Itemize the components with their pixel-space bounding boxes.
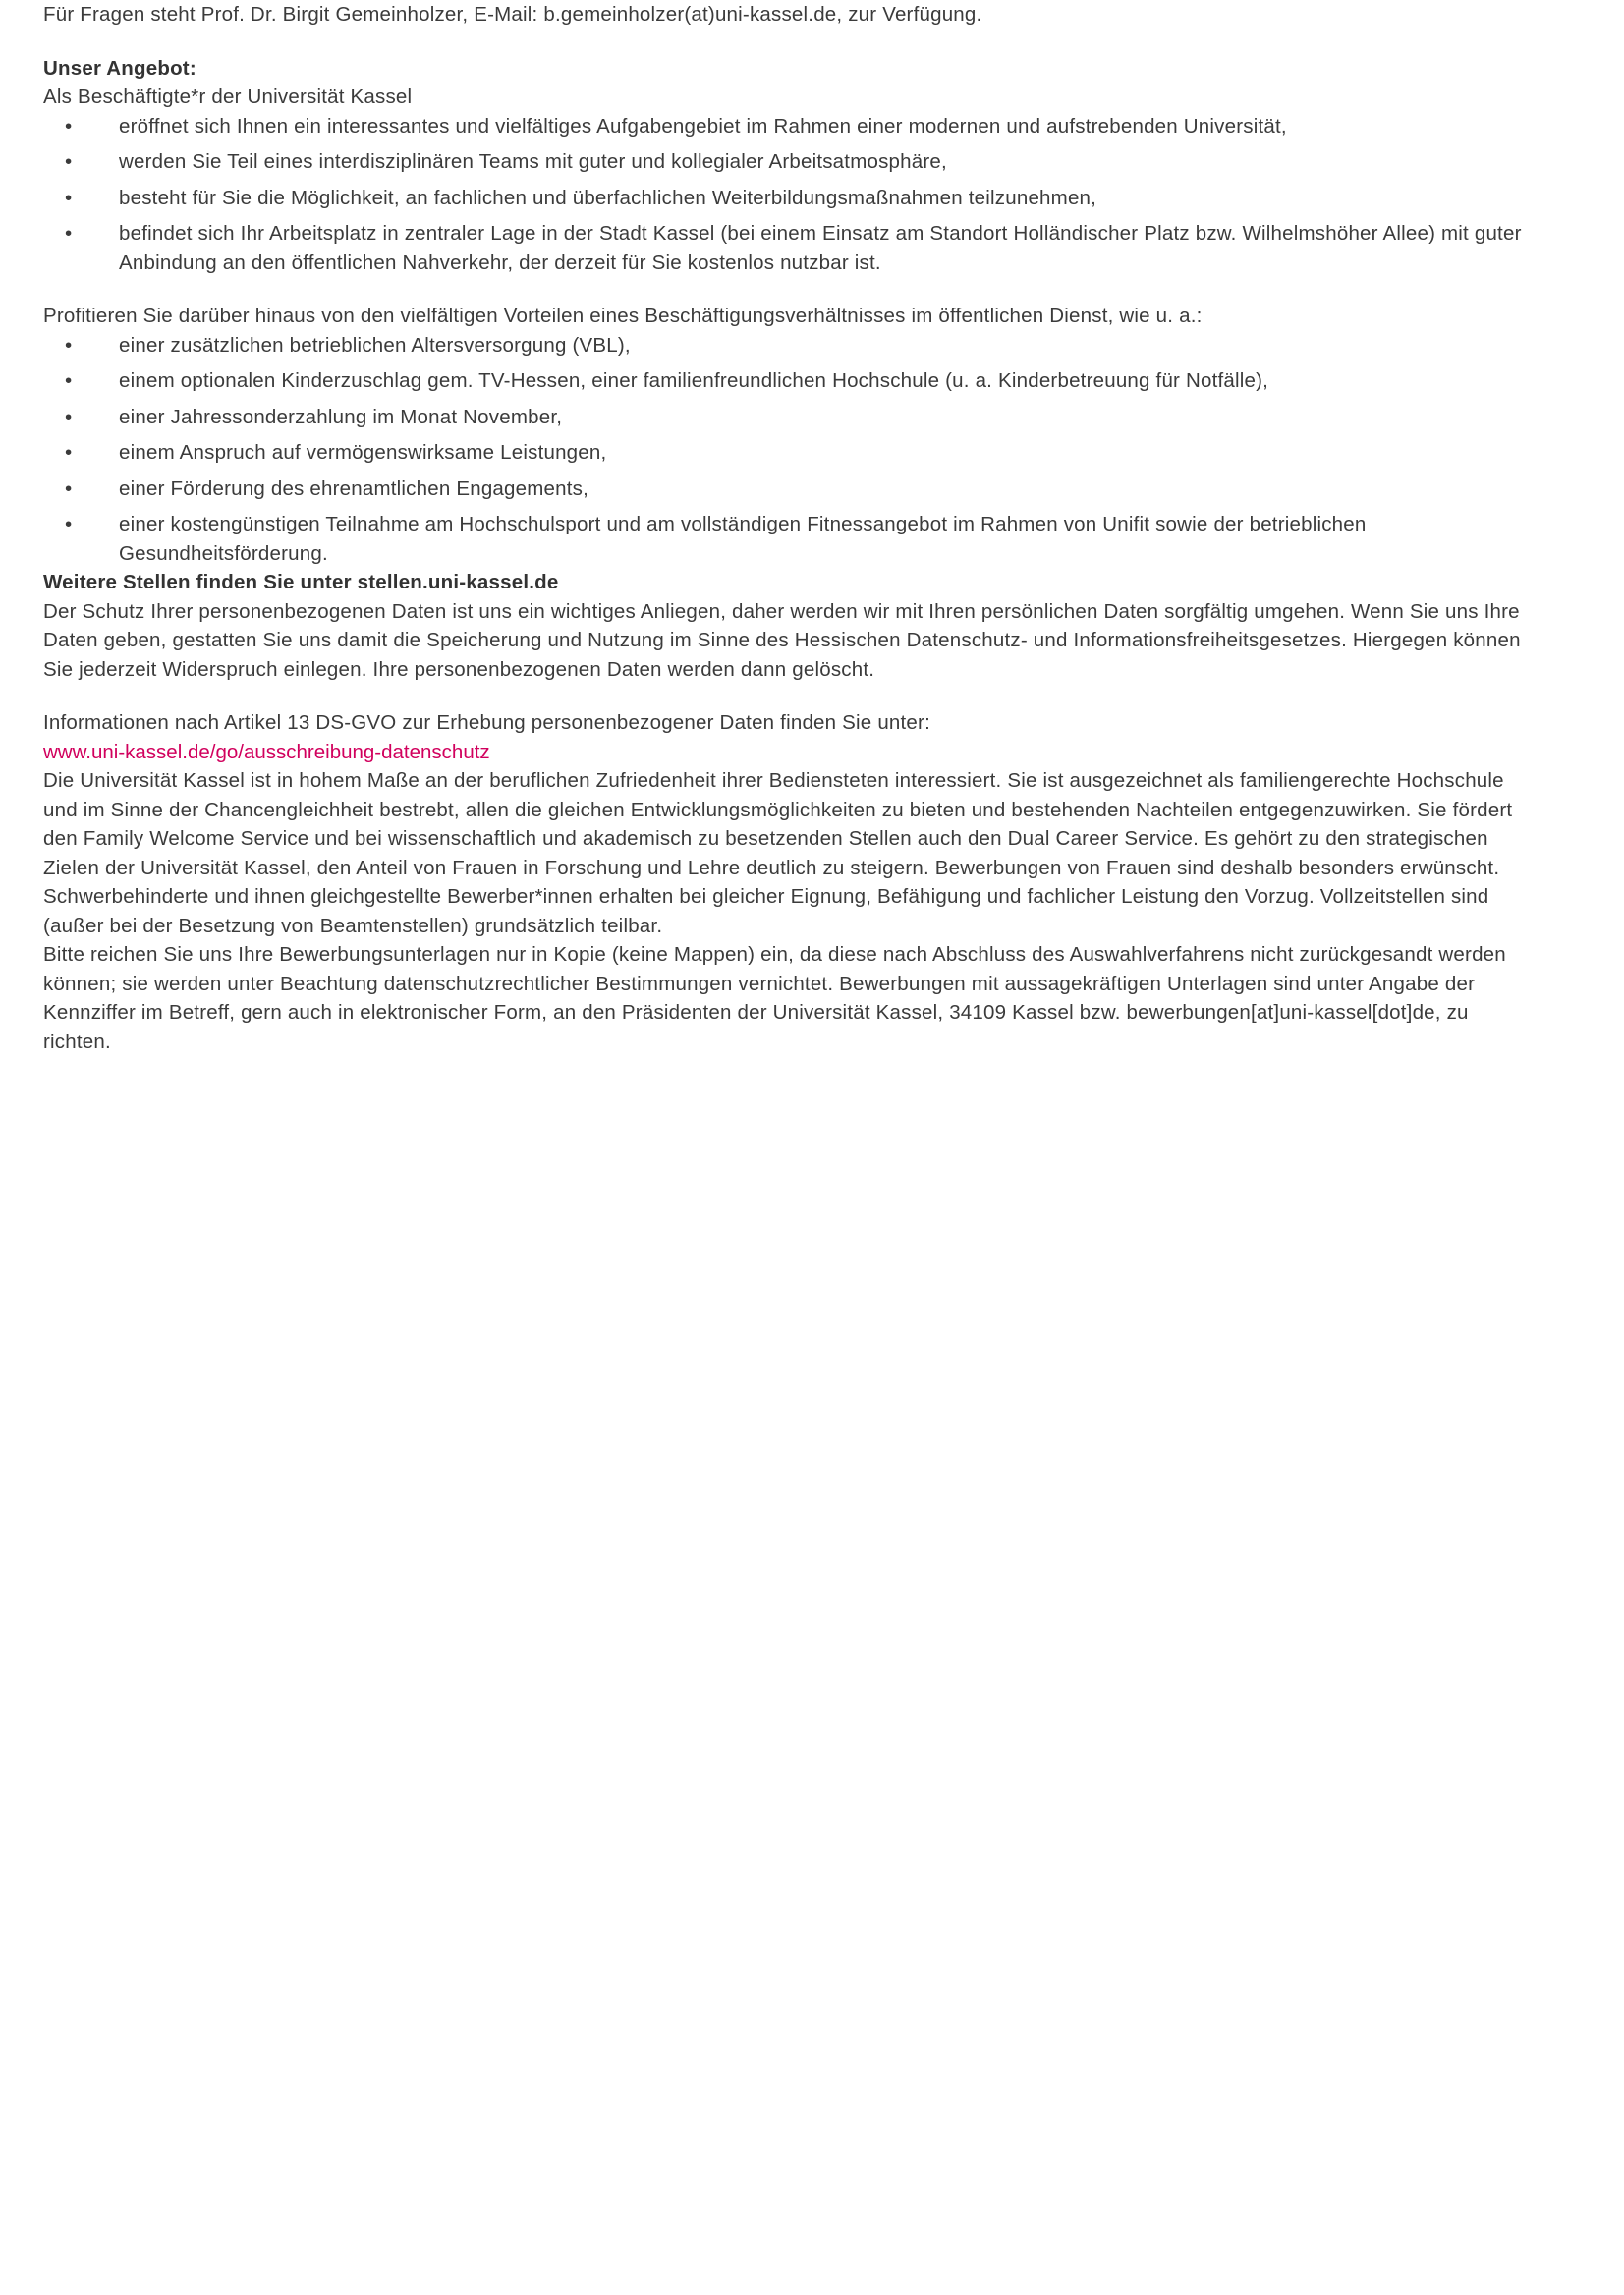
list-item [43,366,1525,396]
intro-paragraph: Für Fragen steht Prof. Dr. Birgit Gemeinholzer, E-Mail: b.gemeinholzer(at)uni-kassel.de, zur Verfügung. [43,3,982,26]
equality-paragraph: Die Universität Kassel ist in hohem Maße an der beruflichen Zufriedenheit ihrer Bediensteten interessiert. Sie ist ausgezeichnet als familiengerechte Hochschule und im Sinne der Chancengleichheit bestrebt, allen die gleichen Entwicklungsmöglichkeiten zu bieten und bestehenden Nachteilen entgegenzuwirken. Sie fördert den Family Welcome Service und bei wissenschaftlich und akademisch zu besetzenden Stellen auch den Dual Career Service. Es gehört zu den strategischen Zielen der Universität Kassel, den Anteil von Frauen in Forschung und Lehre deutlich zu steigern. Bewerbungen von Frauen sind deshalb besonders erwünscht. Schwerbehinderte und ihnen gleichgestellte Bewerber*innen erhalten bei gleicher Eignung, Befähigung und fachlicher Leistung den Vorzug. Vollzeitstellen sind (außer bei der Besetzung von Beamtenstellen) grundsätzlich teilbar. [43,769,1513,937]
list-item-label: einem Anspruch auf vermögenswirksame Leistungen, [119,441,607,464]
list-item [43,403,1525,432]
list-item [43,147,1525,177]
gdpr-info-section [43,708,1525,766]
list-item [43,184,1525,213]
list-item [43,438,1525,468]
bullet-icon: • [65,441,73,464]
bullet-icon: • [65,114,73,138]
list-item-label: einem optionalen Kinderzuschlag gem. TV-Hessen, einer familienfreundlichen Hochschule (u. a. Kinderbetreuung für Notfälle), [119,369,1269,392]
list-item-label: werden Sie Teil eines interdisziplinären Teams mit guter und kollegialer Arbeitsatmosphäre, [119,150,947,173]
list-item-label: befindet sich Ihr Arbeitsplatz in zentraler Lage in der Stadt Kassel (bei einem Einsatz am Standort Holländischer Platz bzw. Wilhelmshöher Allee) mit guter Anbindung an den öffentlichen Nahverkehr, der derzeit für Sie kostenlos nutzbar ist. [119,222,1522,274]
list-item [43,510,1525,568]
privacy-paragraph: Der Schutz Ihrer personenbezogenen Daten ist uns ein wichtiges Anliegen, daher werden wir mit Ihren persönlichen Daten sorgfältig umgehen. Wenn Sie uns Ihre Daten geben, gestatten Sie uns damit die Speicherung und Nutzung im Sinne des Hessischen Datenschutz- und Informationsfreiheitsgesetzes. Hiergegen können Sie jederzeit Widerspruch einlegen. Ihre personenbezogenen Daten werden dann gelöscht. [43,599,1521,681]
application-paragraph: Bitte reichen Sie uns Ihre Bewerbungsunterlagen nur in Kopie (keine Mappen) ein, da diese nach Abschluss des Auswahlverfahrens nicht zurückgesandt werden können; sie werden unter Beachtung datenschutzrechtlicher Bestimmungen vernichtet. Bewerbungen mit aussagekräftigen Unterlagen sind unter Angabe der Kennziffer im Betreff, gern auch in elektronischer Form, an den Präsidenten der Universität Kassel, 34109 Kassel bzw. bewerbungen[at]uni-kassel[dot]de, zu richten. [43,943,1506,1053]
list-item [43,475,1525,504]
bullet-icon: • [65,405,73,428]
list-item-label: besteht für Sie die Möglichkeit, an fachlichen und überfachlichen Weiterbildungsmaßnahmen teilzunehmen, [119,186,1097,209]
list-item [43,331,1525,361]
list-item-label: einer kostengünstigen Teilnahme am Hochschulsport und am vollständigen Fitnessangebot im Rahmen von Unifit sowie der betrieblichen Gesundheitsförderung. [119,513,1367,565]
list-item [43,112,1525,141]
benefits-lead: Profitieren Sie darüber hinaus von den vielfältigen Vorteilen eines Beschäftigungsverhältnisses im öffentlichen Dienst, wie u. a.: [43,305,1203,327]
list-item-label: einer zusätzlichen betrieblichen Altersversorgung (VBL), [119,333,631,357]
offer-bullet-list [43,112,1525,278]
bullet-icon: • [65,186,73,209]
offer-section [43,54,1525,278]
bullet-icon: • [65,333,73,357]
gdpr-info-lead: Informationen nach Artikel 13 DS-GVO zur Erhebung personenbezogener Daten finden Sie unter: [43,711,930,734]
list-item-label: einer Förderung des ehrenamtlichen Engagements, [119,476,589,500]
offer-heading: Unser Angebot: [43,56,196,80]
bullet-icon: • [65,150,73,173]
bullet-icon: • [65,369,73,392]
document-content [43,0,1525,1056]
privacy-policy-link[interactable]: www.uni-kassel.de/go/ausschreibung-datenschutz [43,740,490,763]
list-item-label: einer Jahressonderzahlung im Monat November, [119,405,563,428]
bullet-icon: • [65,222,73,245]
bullet-icon: • [65,513,73,535]
bullet-icon: • [65,476,73,500]
list-item-label: eröffnet sich Ihnen ein interessantes und vielfältiges Aufgabengebiet im Rahmen einer modernen und aufstrebenden Universität, [119,114,1287,138]
benefits-section [43,302,1525,568]
offer-lead: Als Beschäftigte*r der Universität Kassel [43,85,413,108]
list-item [43,219,1525,277]
benefits-bullet-list [43,331,1525,569]
more-jobs-heading: Weitere Stellen finden Sie unter stellen.uni-kassel.de [43,571,559,593]
